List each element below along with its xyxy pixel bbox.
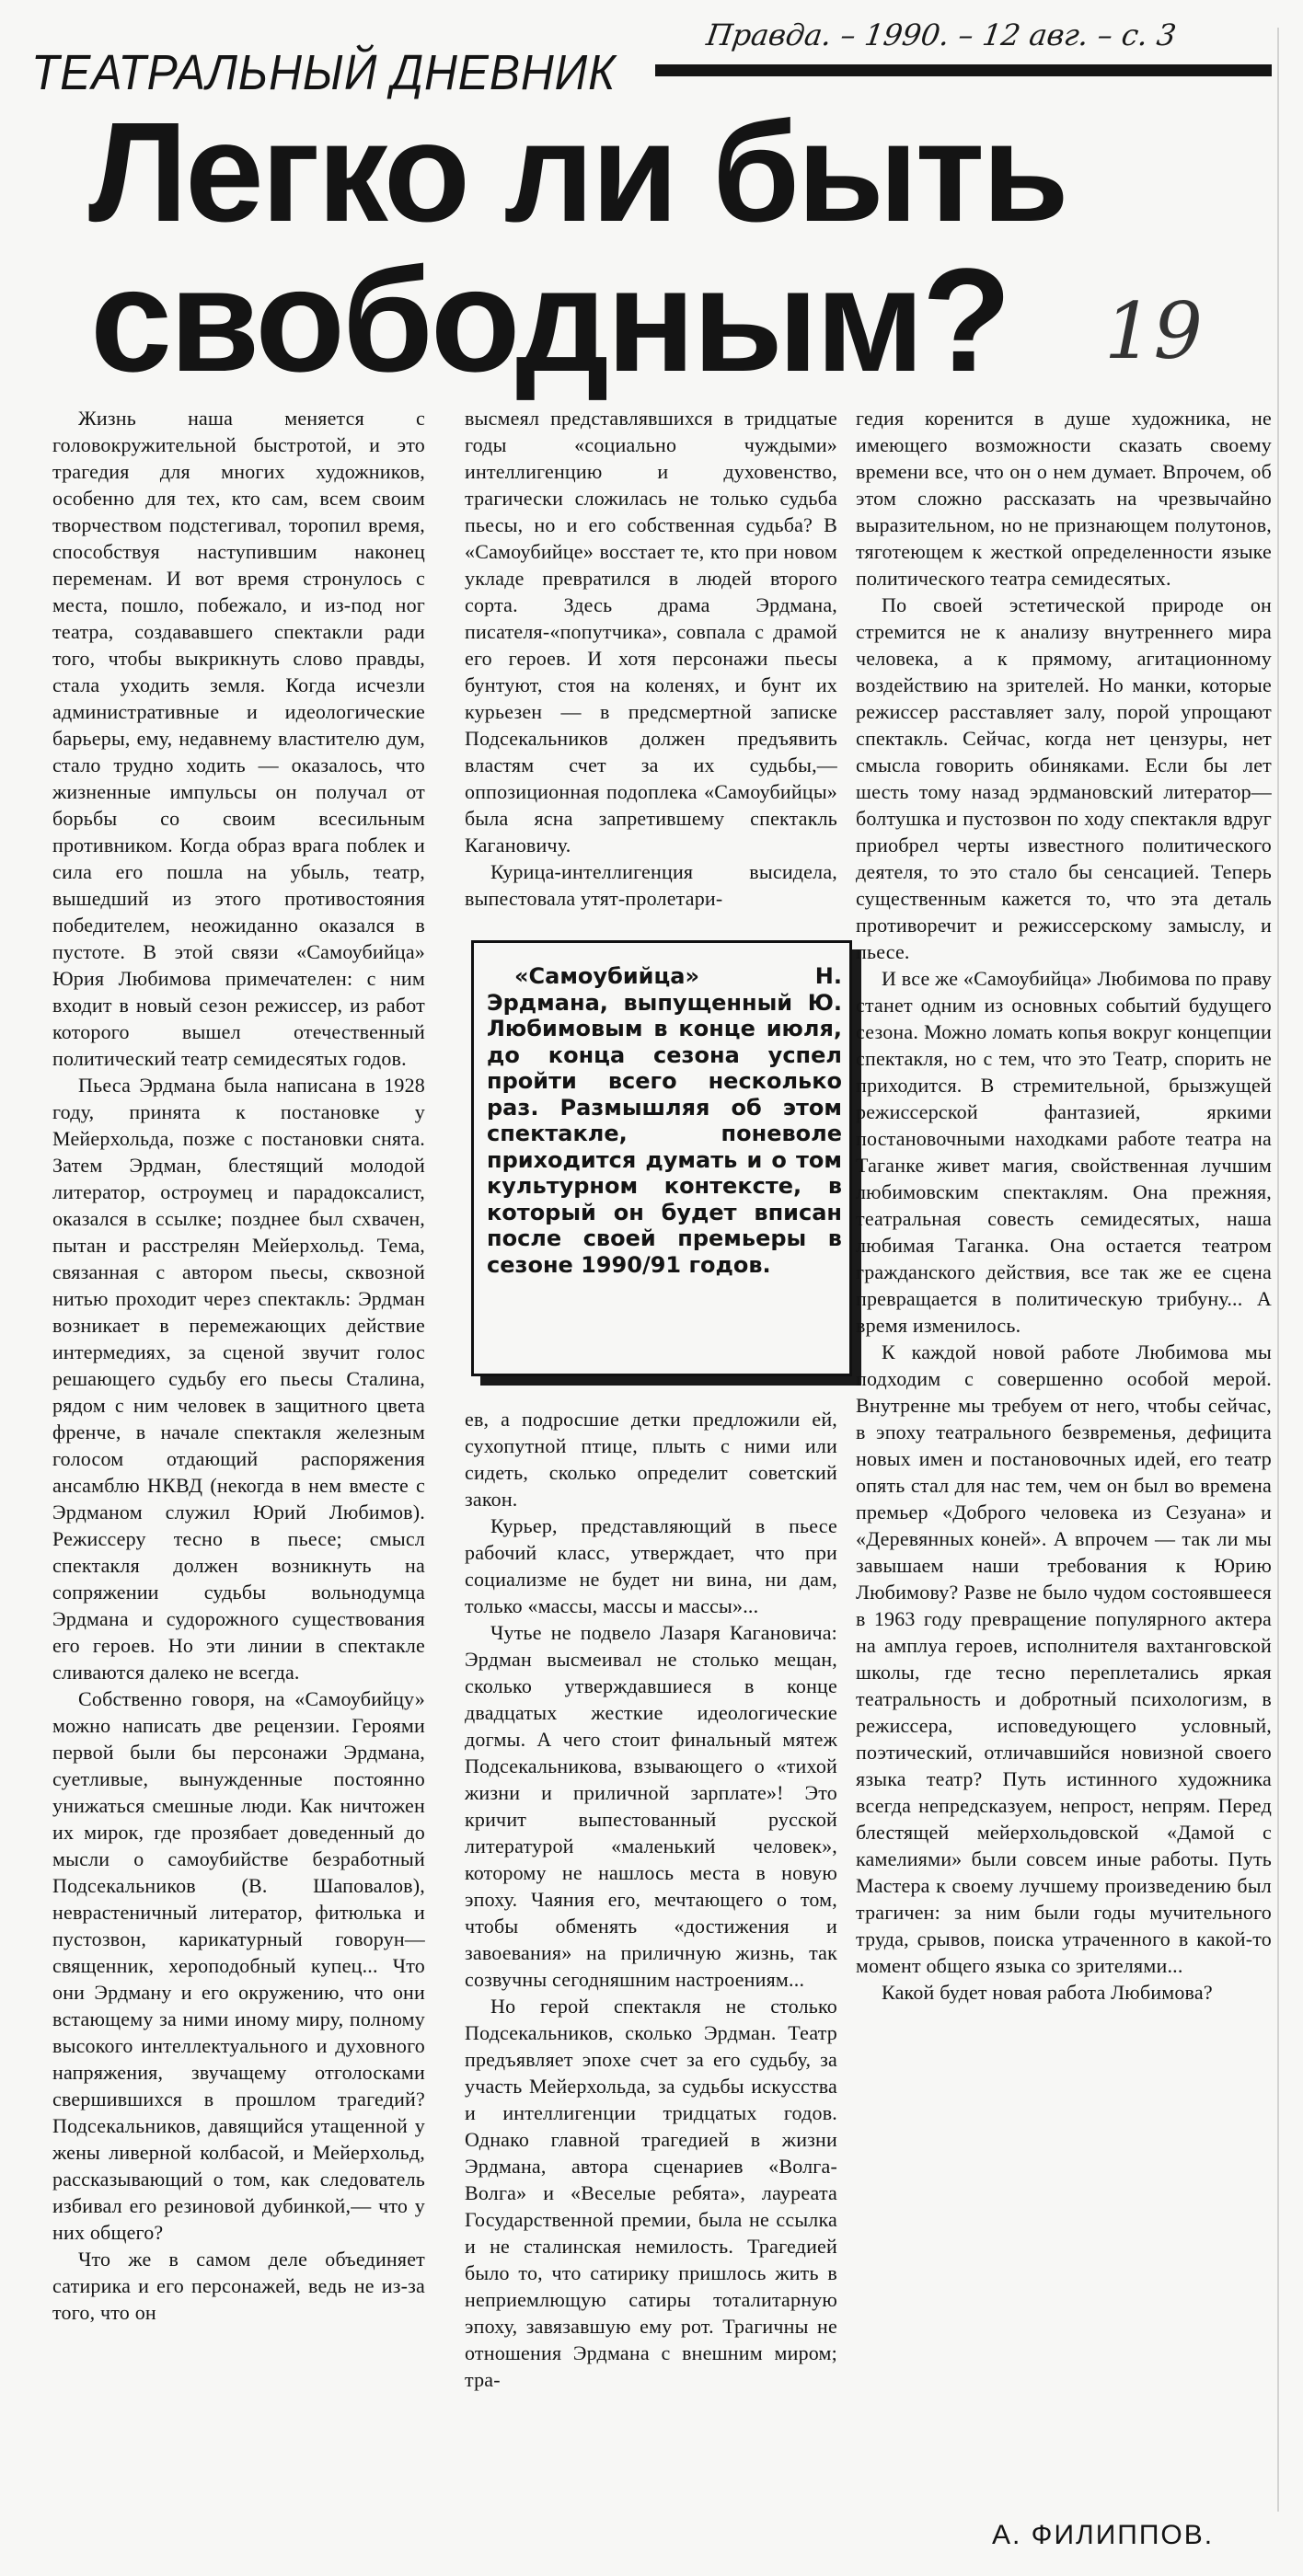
handwritten-source-note: Правда. – 1990. – 12 авг. – с. 3 — [704, 17, 1179, 52]
headline-line-2: свободным? — [90, 237, 1009, 402]
article-column-2-bottom — [465, 1406, 837, 2393]
paragraph: Курица-интеллигенция высидела, выпестовала утят-пролетари- — [465, 860, 837, 910]
paragraph: высмеял представлявшихся в тридцатые годы «социально чуждыми» интеллигенцию и духовенство, трагически сложилась не только судьба пьесы, но и его собственная судьба? В «Самоубийце» восстает те, кто при новом укладе превратился в людей второго сорта. Здесь драма Эрдмана, писателя-«попутчика», совпала с драмой его героев. И хотя персонажи пьесы бунтуют, стоя на коленях, и бунт их курьезен — в предсмертной записке Подсекальников должен предъявить властям счет за их судьбы,— оппозиционная подоплека «Самоубийцы» была ясна запретившему спектакль Кагановичу. — [465, 407, 837, 857]
author-signature: А. ФИЛИППОВ. — [992, 2520, 1215, 2550]
paragraph: Пьеса Эрдмана была написана в 1928 году, принята к постановке у Мейерхольда, позже с постановки снята. Затем Эрдман, блестящий молодой литератор, остроумец и парадоксалист, оказался в ссылке; позднее был схвачен, пытан и расстрелян Мейерхольд. Тема, связанная с автором пьесы, сквозной нитью проходит через спектакль: Эрдман возникает в перемежающих действие интермедиях, за сценой звучит голос решающего судьбу его пьесы Сталина, рядом с ним человек в защитного цвета френче, в начале спектакля железным голосом отдающий распоряжения ансамблю НКВД (некогда в нем вместе с Эрдманом служил Юрий Любимов). Режиссеру тесно в пьесе; смысл спектакля должен возникнуть на сопряжении судьбы вольнодумца Эрдмана и судорожного существования его героев. Но эти линии в спектакле сливаются далеко не всегда. — [52, 1074, 425, 1684]
headline-line-1: Легко ли быть — [88, 93, 1067, 251]
paragraph: Жизнь наша меняется с головокружительной быстротой, и это трагедия для многих художников, особенно для тех, кто сам, всем своим творчеством подстегивал, торопил время, способствуя наступившим наконец переменам. И вот время стронулось с места, пошло, побежало, и из-под ног театра, создававшего спектакли ради того, чтобы выкрикнуть слово правды, стала уходить земля. Когда исчезли административные и идеологические барьеры, ему, недавнему властителю дум, стало трудно ходить — оказалось, что жизненные импульсы он получал от борьбы со своим всесильным противником. Когда образ врага поблек и сила его пошла на убыль, театр, вышедший из этого противостояния победителем, неожиданно оказался в пустоте. В этой связи «Самоубийца» Юрия Любимова примечателен: с ним входит в новый сезон режиссер, из работ которого вышел отечественный политический театр семидесятых годов. — [52, 407, 425, 1070]
paragraph: Собственно говоря, на «Самоубийцу» можно написать две рецензии. Героями первой были бы персонажи Эрдмана, суетливые, вынужденные постоянно унижаться смешные люди. Как ничтожен их мирок, где прозябает доведенный до мысли о самоубийстве безработный Подсекальников (В. Шаповалов), неврастеничный литератор, фитюлька и пустозвон, карикатурный говорун—священник, хероподобный купец... Что они Эрдману и его окружению, что они встающему за ними иному миру, полному высокого интеллектуального и духовного напряжения, звучащему отголосками свершившихся в прошлом трагедий? Подсекальников, давящийся утащенной у жены ливерной колбасой, и Мейерхольд, рассказывающий о том, как следователь избивал его резиновой дубинкой,— что у них общего? — [52, 1687, 425, 2244]
article-column-1 — [52, 405, 425, 2326]
article-column-2-top — [465, 405, 837, 912]
paragraph: Курьер, представляющий в пьесе рабочий класс, утверждает, что при социализме не будет ни вина, ни дам, только «массы, массы и массы»... — [465, 1514, 837, 1617]
paragraph: К каждой новой работе Любимова мы подходим с совершенно особой мерой. Внутренне мы требуем от него, чтобы сейчас, в эпоху театрального безвременья, дефицита новых имен и постановочных идей, его театр опять стал для нас тем, чем он был во времена премьер «Доброго человека из Сезуана» и «Деревянных коней». А впрочем — так ли мы завышаем наши требования к Юрию Любимову? Разве не было чудом состоявшееся в 1963 году превращение популярного актера на амплуа героев, исполнителя вахтанговской школы, где тесно переплетались яркая театральность и добротный психологизм, в режиссера, исповедующего условный, поэтический, отличавшийся новизной своего языка театр? Путь истинного художника всегда непредсказуем, непрост, непрям. Перед блестящей мейерхольдовской «Дамой с камелиями» были совсем иные работы. Путь Мастера к своему лучшему произведению был трагичен: за ним были годы мучительного труда, срывов, поиска утраченного в какой-то момент общего языка со зрителями... — [856, 1340, 1272, 1977]
callout-text: «Самоубийца» Н. Эрдмана, выпущенный Ю. Любимовым в конце июля, до конца сезона успел пройти всего несколько раз. Размышляя об этом спектакле, поневоле приходится думать и о том культурном контексте, в который он будет вписан после своей премьеры в сезоне 1990/91 годов. — [487, 963, 842, 1278]
scan-edge-line — [1277, 28, 1279, 2512]
paragraph: И все же «Самоубийца» Любимова по праву станет одним из основных событий будущего сезона. Можно ломать копья вокруг концепции спектакля, но с тем, что это Театр, спорить не приходится. В стремительной, брызжущей режиссерской фантазией, яркими постановочными находками работе театра на Таганке живет магия, свойственная лучшим любимовским спектаклям. Она прежняя, театральная совесть семидесятых, наша любимая Таганка. Она остается театром гражданского действия, все так же ее сцена превращается в политическую трибуну... А время изменилось. — [856, 967, 1272, 1337]
section-rule — [655, 64, 1272, 76]
paragraph: Но герой спектакля не столько Подсекальников, сколько Эрдман. Театр предъявляет эпохе счет за его судьбу, за участь Мейерхольда, за судьбы искусства и интеллигенции тридцатых годов. Однако главной трагедией в жизни Эрдмана, автора сценариев «Волга-Волга» и «Веселые ребята», лауреата Государственной премии, была не ссылка и не сталинская немилость. Трагедией было то, что сатирику пришлось жить в неприемлющую сатиры тоталитарную эпоху, завязавшую ему рот. Трагичны не отношения Эрдмана с внешним миром; тра- — [465, 1995, 837, 2391]
paragraph: гедия коренится в душе художника, не имеющего возможности сказать своему времени все, что он о нем думает. Впрочем, об этом сложно рассказать на чрезвычайно выразительном, но не признающем полутонов, тяготеющем к жесткой определенности языке политического театра семидесятых. — [856, 407, 1272, 590]
paragraph: По своей эстетической природе он стремится не к анализу внутреннего мира человека, а к прямому, агитационному воздействию на зрителей. Но манки, которые режиссер расставляет залу, порой упрощают спектакль. Сейчас, когда нет цензуры, нет смысла говорить обиняками. Если бы лет шесть тому назад эрдмановский литератор—болтушка и пустозвон по ходу спектакля вдруг приобрел черты известного политического деятеля, то это стало бы сенсацией. Теперь существенным кажется то, что эта деталь противоречит и режиссерскому замыслу, и пьесе. — [856, 593, 1272, 963]
section-label: ТЕАТРАЛЬНЫЙ ДНЕВНИК — [31, 45, 617, 100]
callout-box — [471, 940, 852, 1376]
paragraph: ев, а подросшие детки предложили ей, сухопутной птице, плыть с ними или сидеть, сколько определит советский закон. — [465, 1408, 837, 1511]
handwritten-page-number: 19 — [1104, 286, 1203, 376]
paragraph: Какой будет новая работа Любимова? — [882, 1981, 1213, 2004]
article-column-3 — [856, 405, 1272, 2006]
paragraph: Что же в самом деле объединяет сатирика и его персонажей, ведь не из-за того, что он — [52, 2248, 425, 2324]
paragraph: Чутье не подвело Лазаря Кагановича: Эрдман высмеивал не столько мещан, сколько утверждавшиеся в конце двадцатых жесткие идеологические догмы. А чего стоит финальный мятеж Подсекальникова, взывающего о «тихой жизни и приличной зарплате»! Это кричит выпестованный русской литературой «маленький человек», которому не нашлось места в новую эпоху. Чаяния его, мечтающего о том, чтобы обменять «достижения и завоевания» на приличную жизнь, так созвучны сегодняшним настроениям... — [465, 1621, 837, 1991]
